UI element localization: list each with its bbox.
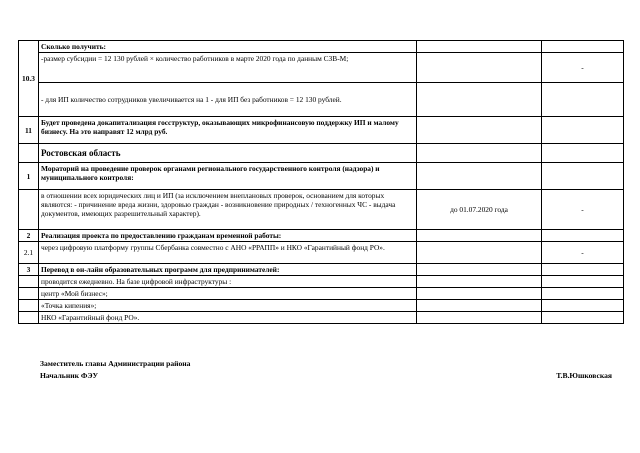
row-number: 11: [19, 117, 39, 144]
table-row: [19, 300, 624, 312]
table-row: [19, 190, 624, 230]
table-row: [19, 276, 624, 288]
empty-cell: [417, 300, 542, 312]
table-row: [19, 41, 624, 53]
table-row: [19, 288, 624, 300]
empty-cell: [417, 163, 542, 190]
empty-cell: [19, 144, 39, 163]
empty-cell: [417, 264, 542, 276]
empty-cell: [542, 276, 624, 288]
empty-cell: [542, 288, 624, 300]
list-item: НКО «Гарантийный фонд РО».: [39, 312, 417, 324]
table-row: [19, 83, 624, 117]
table-row: [19, 163, 624, 190]
dash-cell: -: [542, 242, 624, 264]
row-number: 1: [19, 163, 39, 190]
empty-cell: [542, 83, 624, 117]
empty-cell: [417, 230, 542, 242]
dash-cell: -: [542, 190, 624, 230]
empty-cell: [542, 41, 624, 53]
region-title: Ростовская область: [39, 144, 417, 163]
empty-cell: [19, 300, 39, 312]
empty-cell: [417, 242, 542, 264]
deadline-cell: до 01.07.2020 года: [417, 190, 542, 230]
table-row: [19, 117, 624, 144]
list-item: проводится ежедневно. На базе цифровой инфраструктуры :: [39, 276, 417, 288]
list-item: центр «Мой бизнес»;: [39, 288, 417, 300]
empty-cell: [542, 230, 624, 242]
table-row: [19, 53, 624, 83]
table-row: [19, 264, 624, 276]
row-text: в отношении всех юридических лиц и ИП (за исключением внеплановых проверок, основанием для которых являются: - причинение вреда жизни, здоровью граждан - возникновение природных / техногенных ЧС - выдача документов, имеющих разрешительный характер).: [39, 190, 417, 230]
signature-position-line2: Начальник ФЭУ: [40, 371, 99, 380]
empty-cell: [417, 276, 542, 288]
empty-cell: [542, 312, 624, 324]
row-text: Будет проведена докапитализация госструктур, оказывающих микрофинансовую поддержку ИП и малому бизнесу. На это направят 12 млрд руб.: [39, 117, 417, 144]
list-item: «Точка кипения»;: [39, 300, 417, 312]
empty-cell: [417, 312, 542, 324]
table-row: [19, 144, 624, 163]
empty-cell: [19, 276, 39, 288]
signature-name: Т.В.Юшковская: [556, 371, 612, 380]
signature-position-line1: Заместитель главы Администрации района: [40, 359, 191, 368]
row-number: 3: [19, 264, 39, 276]
row-number: 10.3: [19, 41, 39, 117]
empty-cell: [542, 163, 624, 190]
empty-cell: [417, 83, 542, 117]
row-header: Реализация проекта по предоставлению гражданам временной работы:: [39, 230, 417, 242]
row-header: Перевод в он-лайн образовательных программ для предпринимателей:: [39, 264, 417, 276]
row-number: 2: [19, 230, 39, 242]
row-number: 2.1: [19, 242, 39, 264]
row-text: через цифровую платформу группы Сбербанка совместно с АНО «РРАПП» и НКО «Гарантийный фонд РО».: [39, 242, 417, 264]
empty-cell: [19, 288, 39, 300]
empty-cell: [542, 144, 624, 163]
empty-cell: [417, 53, 542, 83]
empty-cell: [417, 117, 542, 144]
row-header: Мораторий на проведение проверок органами регионального государственного контроля (надзора) и муниципального контроля:: [39, 163, 417, 190]
table-row: [19, 312, 624, 324]
empty-cell: [19, 190, 39, 230]
table-row: [19, 242, 624, 264]
empty-cell: [417, 144, 542, 163]
row-text: - для ИП количество сотрудников увеличивается на 1 - для ИП без работников = 12 130 рублей.: [39, 83, 417, 117]
empty-cell: [417, 288, 542, 300]
empty-cell: [417, 41, 542, 53]
empty-cell: [542, 300, 624, 312]
table-row: [19, 230, 624, 242]
empty-cell: [542, 117, 624, 144]
dash-cell: -: [542, 53, 624, 83]
empty-cell: [542, 264, 624, 276]
row-text: -размер субсидии = 12 130 рублей × количество работников в марте 2020 года по данным СЗВ-М;: [39, 53, 417, 83]
row-header: Сколько получить:: [39, 41, 417, 53]
empty-cell: [19, 312, 39, 324]
measures-table: [18, 40, 624, 324]
